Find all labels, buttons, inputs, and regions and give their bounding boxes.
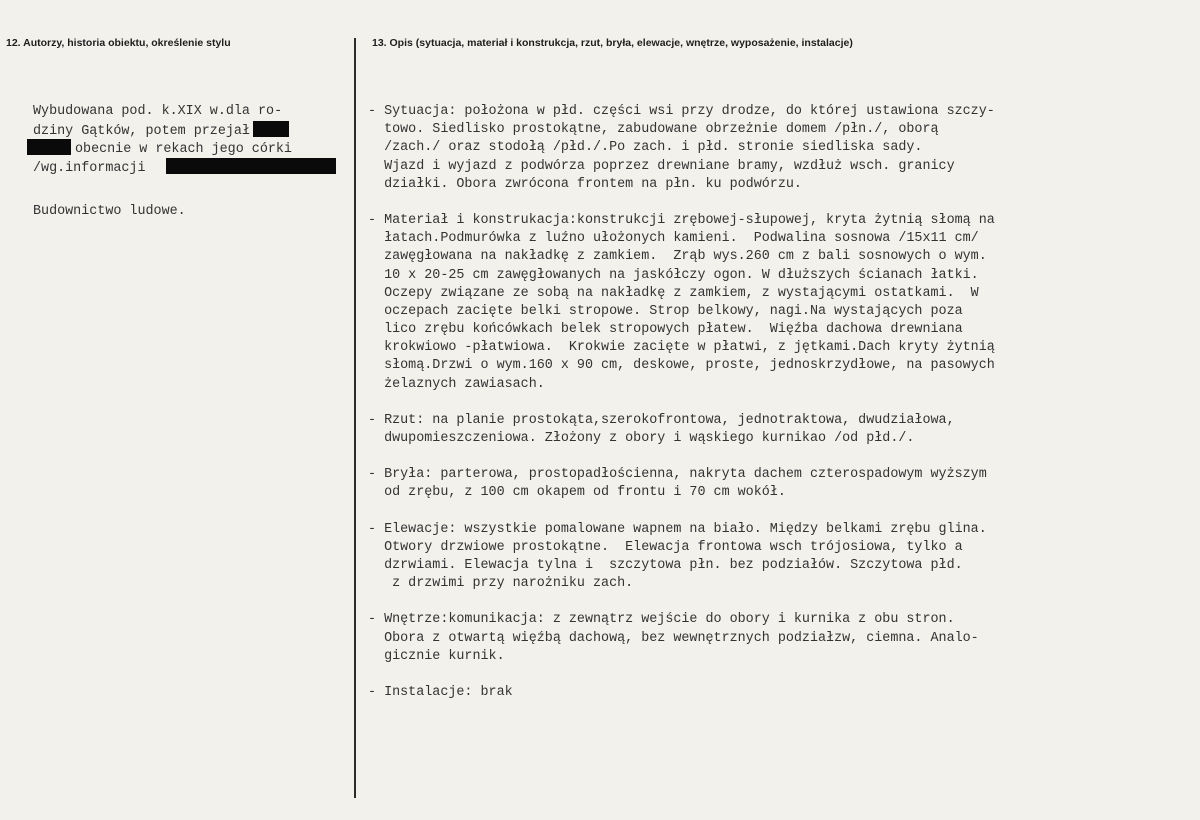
history-column xyxy=(33,103,353,221)
redaction-block xyxy=(27,139,71,155)
description-line: lico zrębu końcówkach belek stropowych płatew. Więźba dachowa drewniana xyxy=(368,322,963,338)
description-line: Wjazd i wyjazd z podwórza poprzez drewniane bramy, wzdłuż wsch. granicy xyxy=(368,158,955,174)
history-line-3 xyxy=(33,139,353,157)
description-line: z drzwimi przy narożniku zach. xyxy=(368,576,634,592)
history-line-1: Wybudowana pod. k.XIX w.dla ro- xyxy=(33,104,283,119)
section-12-header: 12. Autorzy, historia obiektu, określenie stylu xyxy=(6,37,231,49)
description-line: Obora z otwartą więźbą dachową, bez wewnętrznych podziałzw, ciemna. Analo- xyxy=(368,630,979,646)
description-line: towo. Siedlisko prostokątne, zabudowane obrzeżnie domem /płn./, oborą xyxy=(368,122,939,138)
description-section xyxy=(368,684,1168,702)
description-column xyxy=(368,103,1168,720)
description-section xyxy=(368,521,1168,594)
history-line-2 xyxy=(33,121,353,139)
description-section xyxy=(368,611,1168,666)
description-line: - Bryła: parterowa, prostopadłościenna, nakryta dachem czterospadowym wyższym xyxy=(368,467,987,483)
description-line: - Rzut: na planie prostokąta,szerokofrontowa, jednotraktowa, dwudziałowa, xyxy=(368,412,955,428)
description-line: działki. Obora zwrócona frontem na płn. ku podwórzu. xyxy=(368,176,802,192)
description-line: słomą.Drzwi o wym.160 x 90 cm, deskowe, proste, jednoskrzydłowe, na pasowych xyxy=(368,358,995,374)
description-line: dwupomieszczeniowa. Złożony z obory i wąskiego kurnikao /od płd./. xyxy=(368,431,915,446)
description-section xyxy=(368,103,1168,194)
history-line-3-text: obecnie w rekach jego córki xyxy=(75,142,292,158)
redaction-block xyxy=(253,121,289,137)
description-line: krokwiowo -płatwiowa. Krokwie zacięte w płatwi, z jętkami.Dach kryty żytnią xyxy=(368,340,995,356)
description-line: łatach.Podmurówka z luźno ułożonych kamieni. Podwalina sosnowa /15x11 cm/ xyxy=(368,231,979,247)
description-line: - Sytuacja: położona w płd. części wsi przy drodze, do której ustawiona szczy- xyxy=(368,104,995,119)
description-section xyxy=(368,466,1168,502)
description-line: żelaznych zawiasach. xyxy=(368,376,545,392)
description-section xyxy=(368,212,1168,394)
description-line: /zach./ oraz stodołą /płd./.Po zach. i płd. stronie siedliska sady. xyxy=(368,140,923,156)
description-line: - Wnętrze:komunikacja: z zewnątrz wejście do obory i kurnika z obu stron. xyxy=(368,612,955,628)
column-divider xyxy=(354,38,356,798)
description-line: dzrwiami. Elewacja tylna i szczytowa płn. bez podziałów. Szczytowa płd. xyxy=(368,557,963,573)
description-line: od zrębu, z 100 cm okapem od frontu i 70 cm wokół. xyxy=(368,485,786,501)
history-line-2-text: dziny Gątków, potem przejał xyxy=(33,124,250,140)
description-line: oczepach zacięte belki stropowe. Strop belkowy, nagi.Na wystających poza xyxy=(368,303,963,319)
description-line: gicznie kurnik. xyxy=(368,648,505,664)
section-13-header: 13. Opis (sytuacja, materiał i konstrukcja, rzut, bryła, elewacje, wnętrze, wyposażenie, instalacje) xyxy=(372,37,853,49)
description-line: - Materiał i konstrukacja:konstrukcji zrębowej-słupowej, kryta żytnią słomą na xyxy=(368,212,995,228)
history-line-4-text: /wg.informacji xyxy=(33,160,146,176)
description-line: - Instalacje: brak xyxy=(368,684,513,700)
description-line: zawęgłowana na nakładkę z zamkiem. Zrąb wys.260 cm z bali sosnowych o wym. xyxy=(368,249,987,265)
history-line-4 xyxy=(33,158,353,176)
description-line: Oczepy związane ze sobą na nakładkę z zamkiem, z wystającymi ostatkami. W xyxy=(368,285,979,301)
description-line: Otwory drzwiowe prostokątne. Elewacja frontowa wsch trójosiowa, tylko a xyxy=(368,539,963,555)
style-classification: Budownictwo ludowe. xyxy=(33,203,186,219)
description-line: 10 x 20-25 cm zawęgłowanych na jaskółczy ogon. W dłuższych ścianach łatki. xyxy=(368,267,979,283)
description-line: - Elewacje: wszystkie pomalowane wapnem na biało. Między belkami zrębu glina. xyxy=(368,521,987,537)
description-section xyxy=(368,412,1168,448)
redaction-block xyxy=(166,158,336,174)
